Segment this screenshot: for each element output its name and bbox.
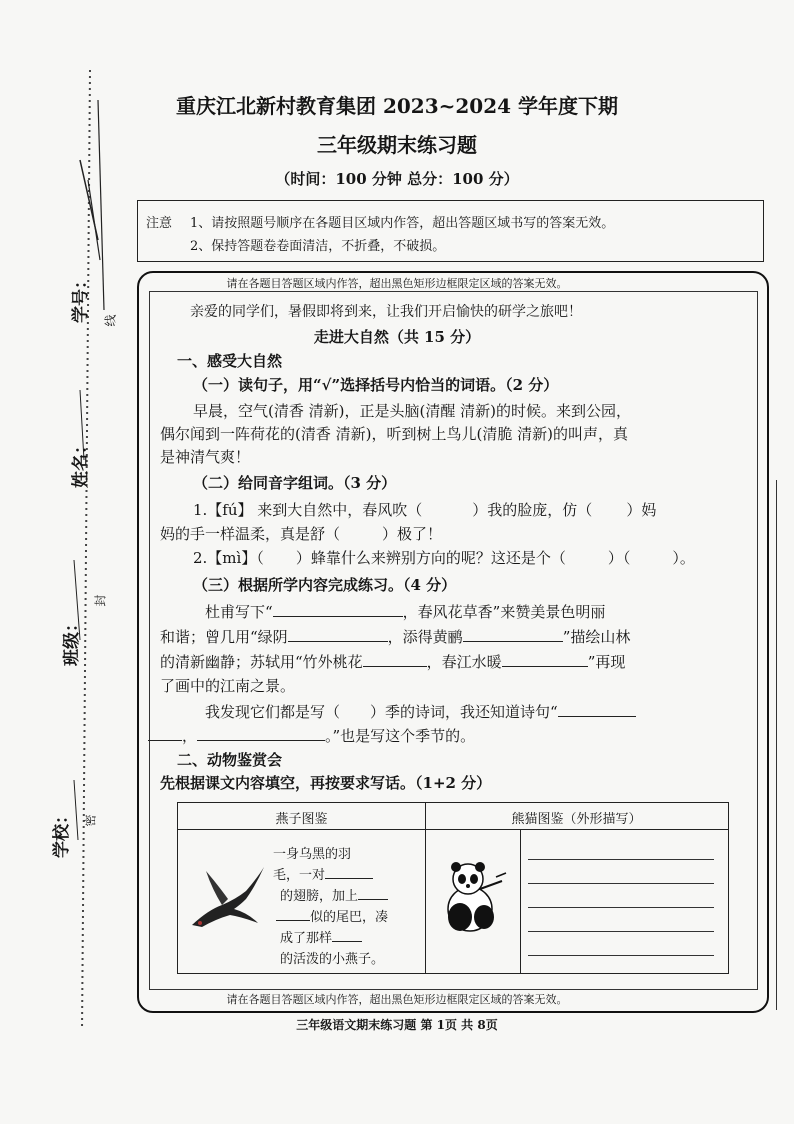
q3-line-3: 的清新幽静；苏轼用“竹外桃花 ，春江水暖 ”再现 [160,653,626,671]
notice-item-2: 2、保持答题卷卷面清洁，不折叠，不破损。 [190,239,446,254]
panda-header: 熊猫图鉴（外形描写） [511,812,642,827]
q1-line-1: 早晨，空气(清香 清新)，正是头脑(清醒 清新)的时候。来到公园， [193,402,631,420]
swallow-line-2: 毛，一对 [273,864,373,883]
swallow-icon [188,865,268,931]
swallow-line-5: 成了那样 [280,927,362,946]
q3-line-4: 了画中的江南之景。 [160,677,296,695]
q2-line-2: 妈的手一样温柔，真是舒（ ）极了！ [160,525,443,543]
seal-secret-mark: 密 [83,814,98,827]
exam-subtitle: 三年级期末练习题 [317,133,477,157]
bottom-warning: 请在各题目答题区域内作答，超出黑色矩形边框限定区域的答案无效。 [226,993,568,1006]
q2-line-3: 2.【mì】（ ）蜂靠什么来辨别方向的呢？这还是个（ ）（ ）。 [193,549,695,567]
school-label: 学校： [52,807,72,858]
q3-line-5: 我发现它们都是写（ ）季的诗词，我还知道诗句“ [205,701,636,722]
section-title: 走进大自然（共 15 分） [313,328,481,346]
top-warning: 请在各题目答题区域内作答，超出黑色矩形边框限定区域的答案无效。 [226,277,568,290]
name-label: 姓名： [71,437,91,488]
exam-title: 重庆江北新村教育集团 2023~2024 学年度下期 [175,94,618,118]
notice-item-1: 1、请按照题号顺序在各题目区域内作答，超出答题区域书写的答案无效。 [190,216,615,231]
q3-line-2: 和谐；曾几用“绿阴 ，添得黄鹂 ”描绘山林 [160,628,631,646]
swallow-line-1: 一身乌黑的羽 [273,847,352,862]
page-footer: 三年级语文期末练习题 第 1页 共 8页 [296,1018,498,1032]
part1-heading: 一、感受大自然 [177,352,283,370]
q1-line-3: 是神清气爽！ [160,448,251,466]
part2-instruction: 先根据课文内容填空，再按要求写话。（1+2 分） [160,774,492,792]
student-id-label: 学号： [71,272,91,323]
seal-seal-mark: 封 [93,594,108,607]
q1-line-2: 偶尔闻到一阵荷花的(清香 清新)，听到树上鸟儿(清脆 清新)的叫声，真 [160,425,628,443]
notice-box [137,200,764,262]
greeting: 亲爱的同学们，暑假即将到来，让我们开启愉快的研学之旅吧！ [190,304,582,320]
q2-line-1: 1.【fú】 来到大自然中，春风吹（ ）我的脸庞，仿（ ）妈 [193,501,657,519]
q3-heading: （三）根据所学内容完成练习。（4 分） [193,576,457,594]
notice-label: 注意 [146,216,173,231]
swallow-line-4: 似的尾巴，凑 [276,906,388,925]
class-label: 班级： [62,615,82,666]
q3-line-6: ， 。”也是写这个季节的。 [148,725,475,746]
page-edge [776,480,777,1010]
seal-line-mark: 线 [103,314,118,327]
binding-line [60,60,130,1040]
q3-line-1: 杜甫写下“ ，春风花草香”来赞美景色明丽 [205,603,606,621]
animal-table [177,802,729,974]
part2-heading: 二、动物鉴赏会 [177,751,283,769]
swallow-header: 燕子图鉴 [275,812,328,827]
panda-icon [440,859,510,933]
q2-heading: （二）给同音字组词。（3 分） [193,474,397,492]
swallow-line-3: 的翅膀，加上 [280,885,388,904]
time-info: （时间：100 分钟 总分：100 分） [275,170,519,188]
swallow-line-6: 的活泼的小燕子。 [280,952,385,967]
q1-heading: （一）读句子，用“√”选择括号内恰当的词语。（2 分） [193,376,559,394]
